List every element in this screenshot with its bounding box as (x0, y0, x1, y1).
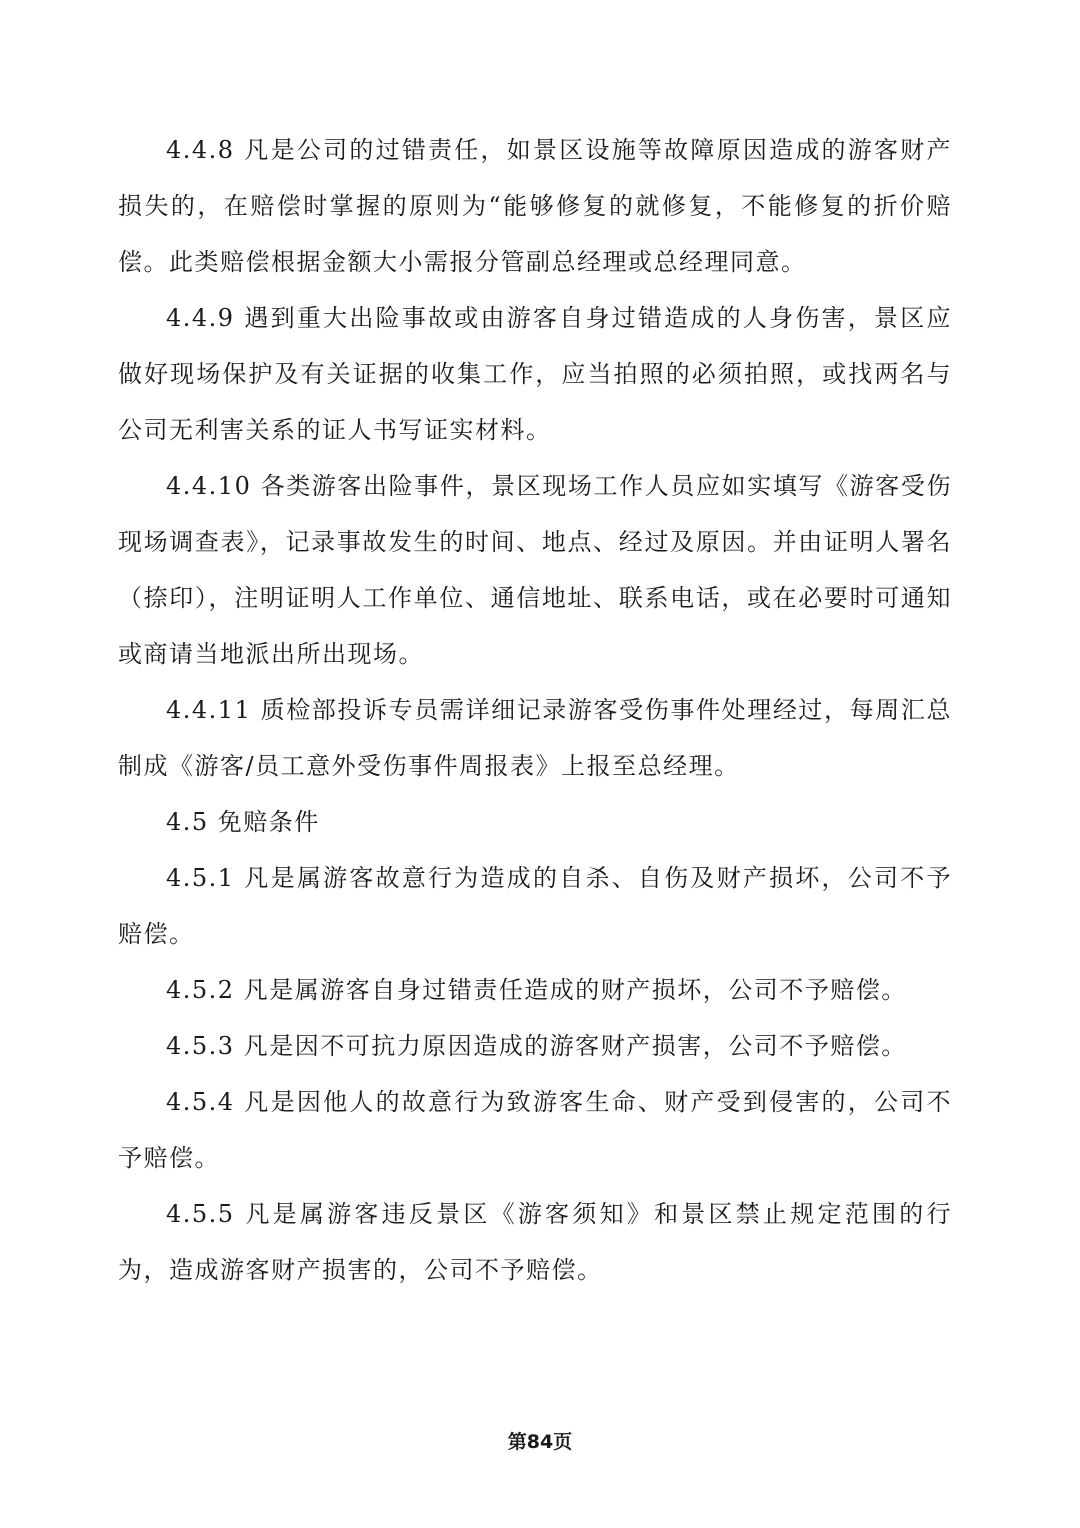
page-number: 第84页 (507, 1431, 573, 1453)
paragraph-4-5-1: 4.5.1 凡是属游客故意行为造成的自杀、自伤及财产损坏，公司不予赔偿。 (118, 864, 952, 948)
paragraph-4-4-8: 4.4.8 凡是公司的过错责任，如景区设施等故障原因造成的游客财产损失的，在赔偿时掌握的原则为“能够修复的就修复，不能修复的折价赔偿。此类赔偿根据金额大小需报分管副总经理或总经理同意。 (118, 136, 952, 276)
paragraph-4-5-4: 4.5.4 凡是因他人的故意行为致游客生命、财产受到侵害的，公司不予赔偿。 (118, 1088, 952, 1172)
paragraph-4-5-3: 4.5.3 凡是因不可抗力原因造成的游客财产损害，公司不予赔偿。 (166, 1032, 907, 1060)
paragraph-4-5-2: 4.5.2 凡是属游客自身过错责任造成的财产损坏，公司不予赔偿。 (166, 976, 907, 1004)
paragraph-4-4-9: 4.4.9 遇到重大出险事故或由游客自身过错造成的人身伤害，景区应做好现场保护及有关证据的收集工作，应当拍照的必须拍照，或找两名与公司无利害关系的证人书写证实材料。 (118, 304, 952, 444)
paragraph-4-5-5: 4.5.5 凡是属游客违反景区《游客须知》和景区禁止规定范围的行为，造成游客财产损害的，公司不予赔偿。 (118, 1200, 952, 1284)
paragraph-4-4-10: 4.4.10 各类游客出险事件，景区现场工作人员应如实填写《游客受伤现场调查表》，记录事故发生的时间、地点、经过及原因。并由证明人署名（捺印），注明证明人工作单位、通信地址、联系电话，或在必要时可通知或商请当地派出所出现场。 (118, 472, 952, 668)
paragraph-4-4-11: 4.4.11 质检部投诉专员需详细记录游客受伤事件处理经过，每周汇总制成《游客/员工意外受伤事件周报表》上报至总经理。 (118, 696, 952, 780)
document-body (118, 122, 952, 1298)
section-heading-4-5: 4.5 免赔条件 (166, 808, 320, 836)
